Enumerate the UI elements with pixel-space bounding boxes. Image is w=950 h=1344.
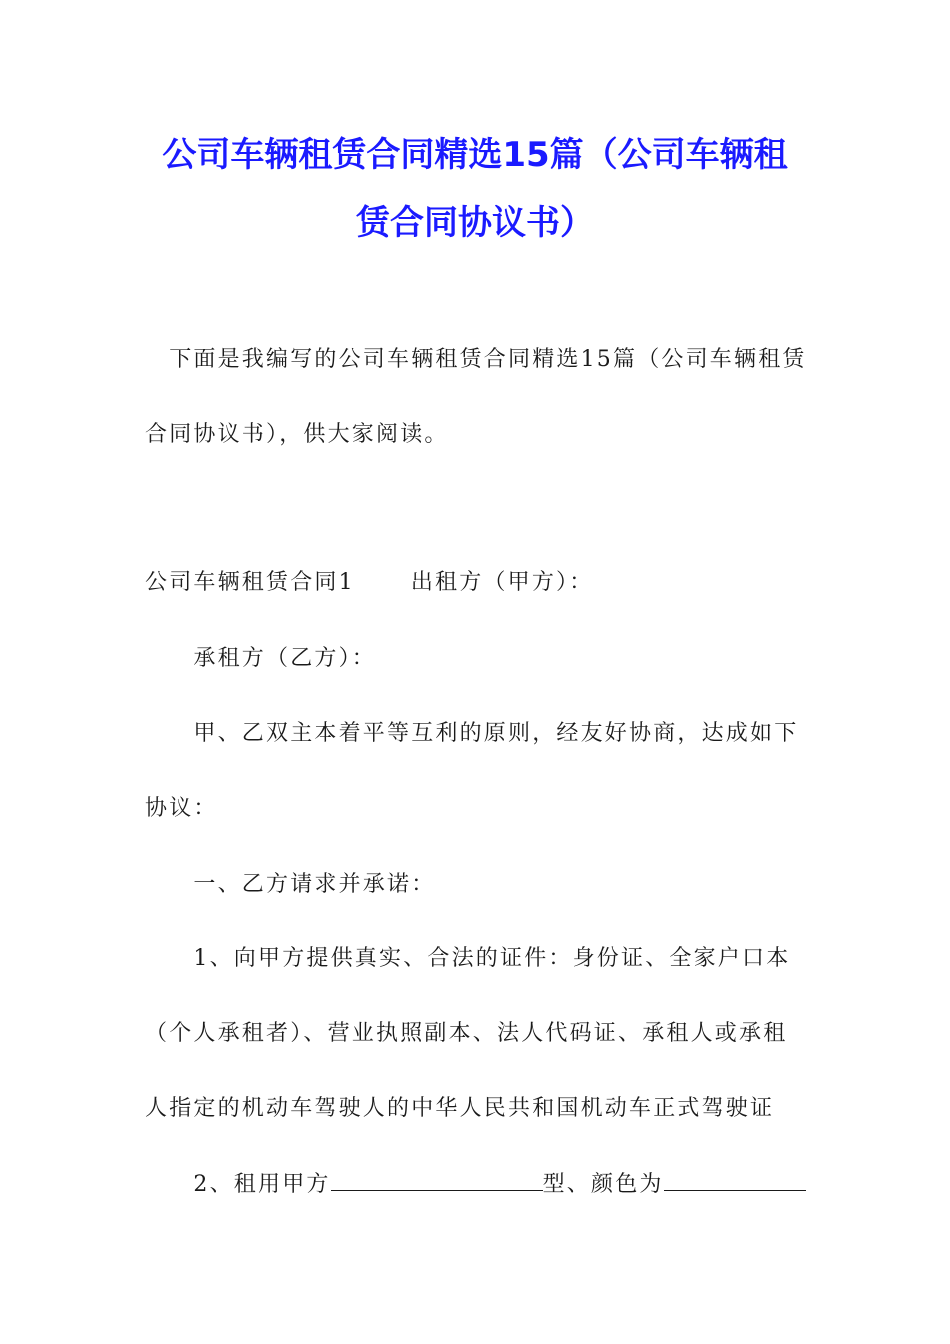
item-2-middle: 型、颜色为 (542, 1172, 664, 1197)
item-1-line-1: 1、向甲方提供真实、合法的证件：身份证、全家户口本 (145, 946, 791, 971)
principle-paragraph-line-1: 甲、乙双主本着平等互利的原则，经友好协商，达成如下 (145, 721, 799, 746)
item-2-line (145, 1168, 806, 1199)
lessee-label: 承租方（乙方）： (145, 646, 377, 671)
document-title-line-2: 赁合同协议书） (356, 203, 594, 243)
section-heading: 公司车辆租赁合同1 (145, 570, 355, 595)
intro-paragraph-line-2: 合同协议书），供大家阅读。 (145, 422, 449, 447)
vehicle-model-blank[interactable] (331, 1168, 543, 1191)
item-1-line-2: （个人承租者）、营业执照副本、法人代码证、承租人或承租 (145, 1021, 788, 1046)
principle-paragraph-line-2: 协议： (145, 796, 218, 821)
lessor-label: 出租方（甲方）： (410, 570, 594, 595)
intro-paragraph-line-1: 下面是我编写的公司车辆租赁合同精选15篇（公司车辆租赁 (145, 347, 807, 372)
section-heading-row (145, 569, 593, 597)
vehicle-color-blank[interactable] (664, 1168, 806, 1191)
clause-one-heading: 一、乙方请求并承诺： (145, 872, 436, 897)
document-title-line-1: 公司车辆租赁合同精选15篇（公司车辆租 (162, 135, 788, 175)
item-1-line-3: 人指定的机动车驾驶人的中华人民共和国机动车正式驾驶证 (145, 1096, 775, 1121)
item-2-prefix: 2、租用甲方 (145, 1172, 331, 1197)
